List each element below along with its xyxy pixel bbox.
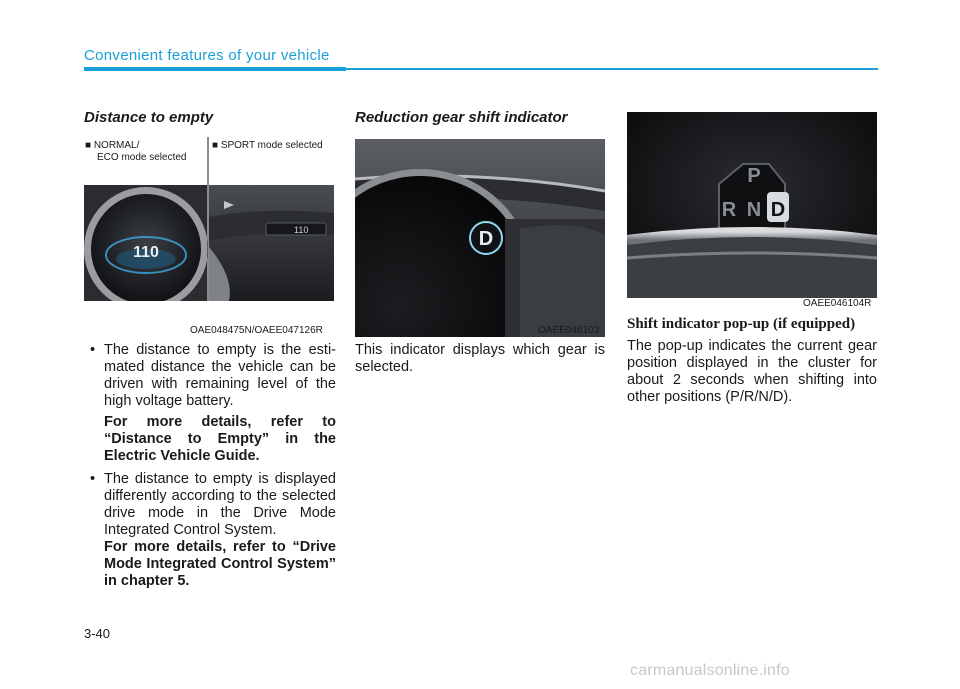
header-accent-bar	[84, 67, 346, 71]
shift-popup-body: The pop-up indicates the current gear position displayed in the cluster for about 2 seconds when shifting into other positions (P/R/N/D).	[627, 338, 877, 405]
figure-caption-right: OAEE046104R	[803, 298, 872, 309]
gear-p-label: P	[747, 165, 761, 187]
gear-n-label: N	[746, 199, 762, 221]
figure-caption-middle: OAEE046103	[538, 325, 600, 336]
bullet-dot: •	[90, 342, 96, 358]
sport-mode-label: ■ SPORT mode selected	[212, 140, 323, 151]
reduction-gear-figure	[355, 139, 605, 337]
reduction-gear-heading: Reduction gear shift indicator	[355, 109, 568, 126]
normal-eco-label: ■ NORMAL/ ECO mode selected	[85, 140, 187, 163]
gear-d-label: D	[770, 199, 786, 221]
watermark-text: carmanualsonline.info	[630, 662, 790, 679]
header-rule	[346, 68, 878, 70]
reduction-gear-body: This indicator displays which gear is selected.	[355, 342, 605, 375]
gear-indicator-illustration	[355, 139, 605, 337]
distance-to-empty-body	[88, 342, 336, 596]
gear-d-indicator: D	[478, 228, 494, 250]
distance-to-empty-figure	[84, 137, 334, 327]
gauge-distance-value: 110	[133, 244, 159, 261]
cluster-distance-illustration	[84, 137, 334, 327]
distance-to-empty-heading: Distance to empty	[84, 109, 214, 126]
bullet-dot: •	[90, 471, 96, 487]
figure-caption-left: OAE048475N/OAEE047126R	[190, 325, 323, 336]
bullet-item: • The distance to empty is the esti- mated distance the vehicle can be driven with remaining level of the high voltage battery. For more details, refer to “Distance to Empty” in the Electric Vehicle Guide.	[90, 342, 336, 464]
gear-r-label: R	[721, 199, 737, 221]
shift-popup-title: Shift indicator pop-up (if equipped)	[627, 316, 856, 332]
section-header-title: Convenient features of your vehicle	[84, 47, 330, 64]
shift-popup-figure	[627, 112, 877, 310]
bullet-item: • The distance to empty is displayed differently according to the selected drive mode in the Drive Mode Integrated Control System. For more details, refer to “Drive Mode Integrated Control System” in chapter 5.	[90, 471, 336, 589]
page-number: 3-40	[84, 626, 111, 641]
sport-distance-value: 110	[294, 225, 309, 235]
shift-popup-illustration	[627, 112, 877, 310]
